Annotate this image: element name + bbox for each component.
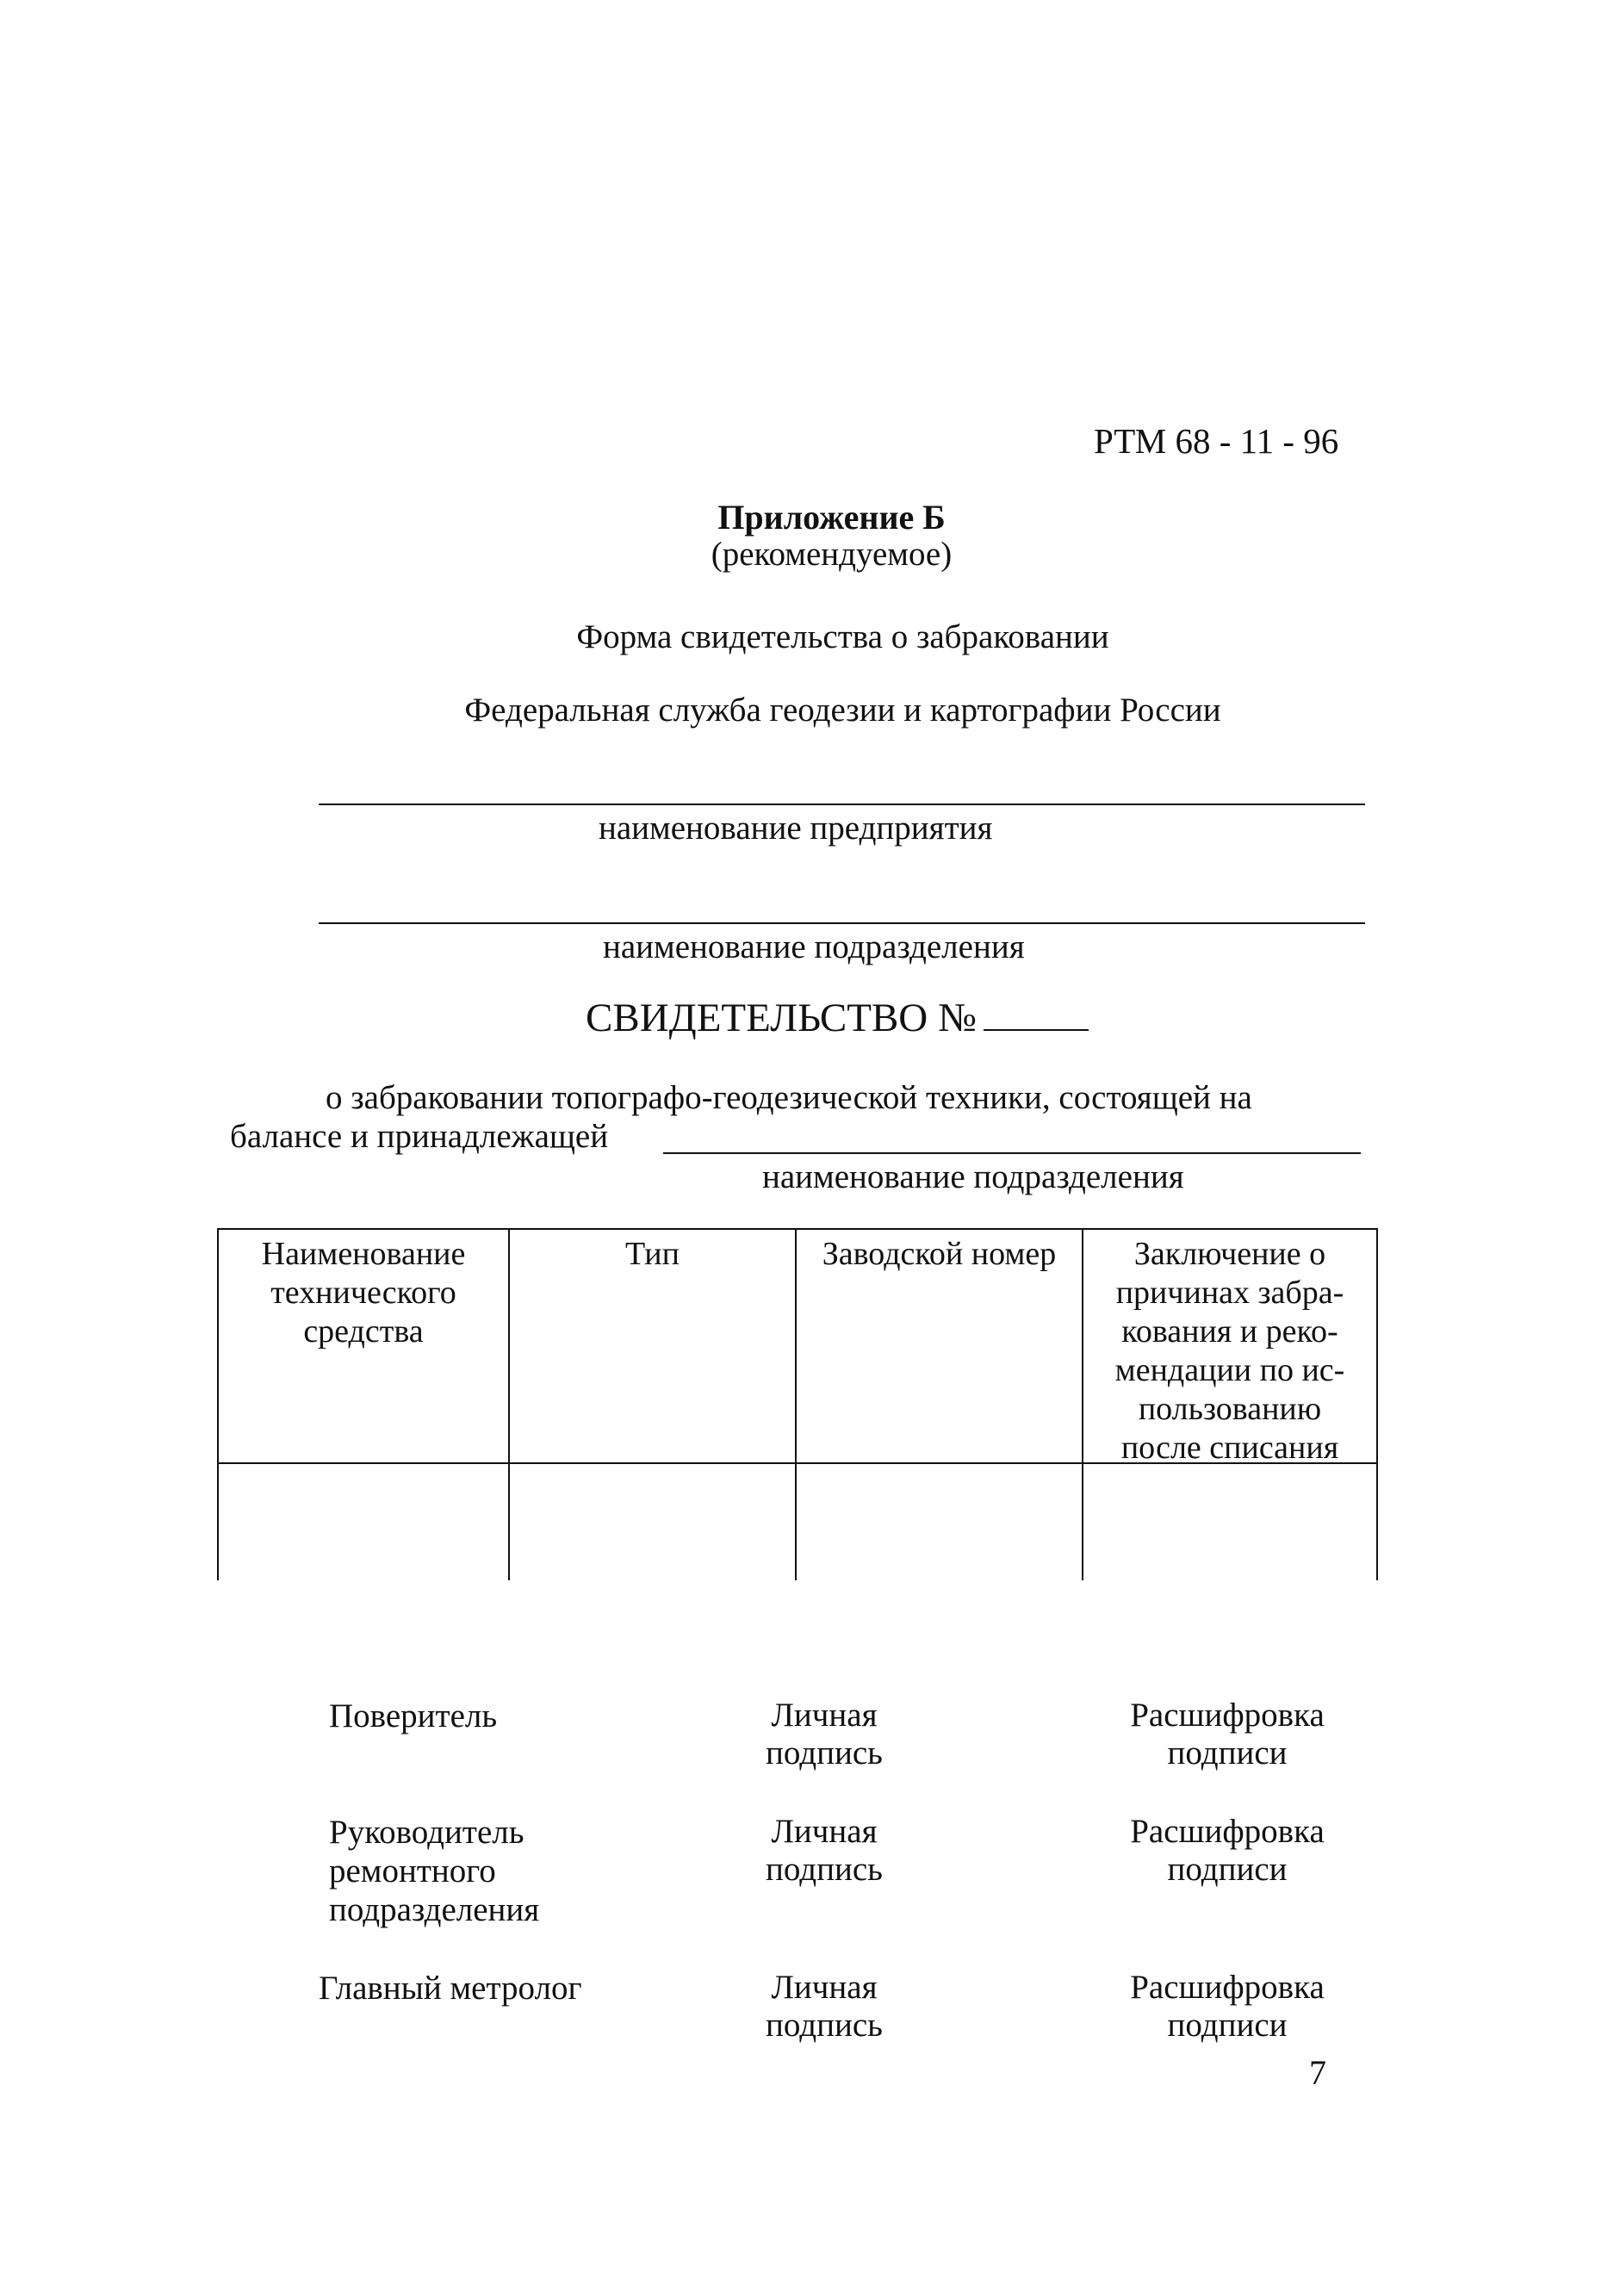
appendix-subtitle: (рекомендуемое) <box>711 536 953 573</box>
owner-blank-line[interactable] <box>663 1152 1361 1154</box>
signature-personal[interactable] <box>751 1813 897 1889</box>
agency-name: Федеральная служба геодезии и картографии России <box>464 692 1221 729</box>
signature-personal-line: подпись <box>766 2007 883 2044</box>
certificate-title <box>586 996 1089 1040</box>
appendix-title: Приложение Б <box>717 498 946 537</box>
signature-decode-line: Расшифровка <box>1130 1969 1325 2006</box>
table-header-conclusion-line: после списания <box>1120 1430 1339 1466</box>
table-cell[interactable] <box>1085 1469 1375 1577</box>
equipment-table <box>217 1228 1378 1580</box>
signature-decode[interactable] <box>1107 1969 1348 2045</box>
owner-caption: наименование подразделения <box>762 1158 1184 1195</box>
signature-personal-line: подпись <box>766 1851 883 1888</box>
enterprise-caption: наименование предприятия <box>599 810 993 847</box>
certificate-text-line2: балансе и принадлежащей <box>230 1118 609 1155</box>
signature-personal-line: Личная <box>771 1697 878 1734</box>
table-header-name-line: Наименование <box>261 1236 466 1272</box>
table-border-left <box>217 1228 219 1580</box>
table-cell[interactable] <box>512 1469 793 1577</box>
table-header-name-line: средства <box>303 1313 424 1350</box>
division-blank-line[interactable] <box>319 922 1365 924</box>
page-number: 7 <box>1309 2053 1326 2092</box>
table-header-conclusion-line: мендации по ис- <box>1114 1352 1345 1388</box>
table-divider-1 <box>508 1228 510 1580</box>
signature-role-line: подразделения <box>329 1891 540 1928</box>
signature-personal-line: подпись <box>766 1734 883 1772</box>
signature-role-line: Руководитель <box>329 1814 524 1851</box>
division-caption: наименование подразделения <box>603 928 1025 965</box>
table-header-type-line: Тип <box>625 1236 680 1272</box>
signature-decode-line: Расшифровка <box>1130 1697 1325 1734</box>
signature-personal-line: Личная <box>771 1969 878 2006</box>
certificate-number-blank[interactable] <box>984 996 1089 1031</box>
table-header-name-line: технического <box>270 1275 456 1311</box>
signature-role <box>329 1697 497 1735</box>
table-header-conclusion-line: кования и реко- <box>1121 1313 1338 1350</box>
table-divider-2 <box>795 1228 797 1580</box>
form-title: Форма свидетельства о забраковании <box>576 618 1109 655</box>
signature-role <box>319 1969 581 2007</box>
document-code: РТМ 68 - 11 - 96 <box>1094 421 1339 461</box>
signature-decode-line: подписи <box>1167 2007 1288 2044</box>
certificate-text-line1: о забраковании топографо-геодезической техники, состоящей на <box>326 1079 1252 1116</box>
table-header-serial-line: Заводской номер <box>822 1236 1057 1272</box>
table-header-type <box>512 1235 793 1274</box>
table-header-conclusion-line: причинах забра- <box>1115 1275 1344 1311</box>
table-border-right <box>1376 1228 1378 1580</box>
signature-role-line: Поверитель <box>329 1697 498 1734</box>
enterprise-blank-line[interactable] <box>319 804 1365 805</box>
certificate-title-text: СВИДЕТЕЛЬСТВО № <box>586 996 977 1040</box>
table-cell[interactable] <box>220 1469 506 1577</box>
signature-role-line: ремонтного <box>329 1852 496 1890</box>
table-cell[interactable] <box>798 1469 1080 1577</box>
signature-personal-line: Личная <box>771 1813 878 1850</box>
signature-decode[interactable] <box>1107 1697 1348 1772</box>
table-header-serial <box>798 1235 1080 1274</box>
signature-decode-line: подписи <box>1167 1734 1288 1772</box>
signature-role <box>329 1813 539 1929</box>
table-header-name <box>220 1235 506 1351</box>
signature-decode-line: Расшифровка <box>1130 1813 1325 1850</box>
signature-personal[interactable] <box>751 1969 897 2045</box>
signature-personal[interactable] <box>751 1697 897 1772</box>
signature-decode[interactable] <box>1107 1813 1348 1889</box>
table-border-top <box>217 1228 1378 1230</box>
table-header-conclusion-line: пользованию <box>1138 1391 1322 1427</box>
table-header-conclusion-line: Заключение о <box>1133 1236 1326 1272</box>
table-divider-3 <box>1082 1228 1083 1580</box>
signature-decode-line: подписи <box>1167 1851 1288 1888</box>
table-header-conclusion <box>1085 1235 1375 1468</box>
signature-role-line: Главный метролог <box>319 1970 582 2007</box>
